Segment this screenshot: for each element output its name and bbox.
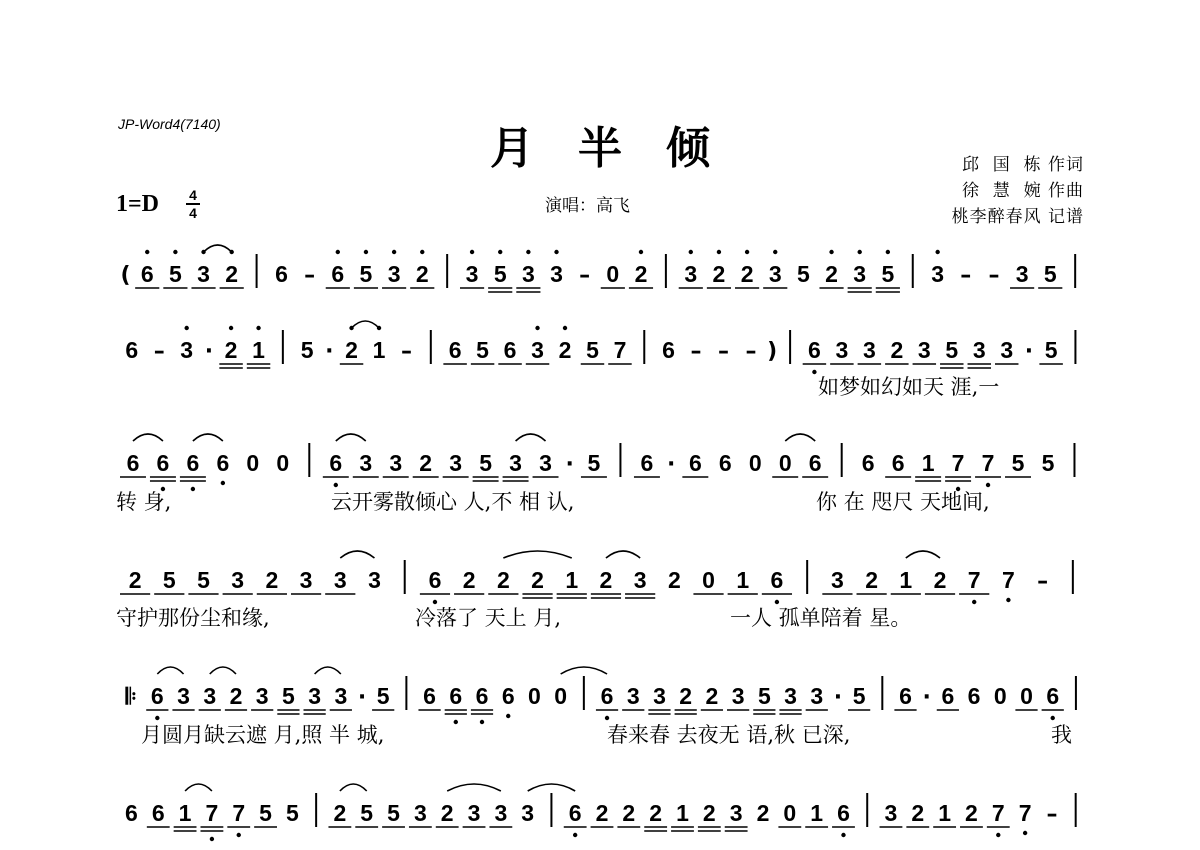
octave-down-dot xyxy=(841,833,845,837)
tie-slur xyxy=(785,434,815,441)
tie-slur xyxy=(157,667,183,674)
note: 5 xyxy=(387,800,400,826)
note: 6 xyxy=(125,337,139,363)
note: 5 xyxy=(359,261,373,287)
note: 5 xyxy=(1011,450,1025,476)
note: 0 xyxy=(1020,683,1033,709)
octave-up-dot xyxy=(689,250,693,254)
note: 3 xyxy=(389,450,403,476)
score-system xyxy=(121,245,1076,292)
note: 0 xyxy=(778,450,792,476)
song-title: 月半倾 xyxy=(490,123,754,174)
note: 5 xyxy=(1041,450,1055,476)
note: 7 xyxy=(613,337,627,363)
note: 5 xyxy=(587,450,601,476)
note: 6 xyxy=(662,337,675,363)
note: 7 xyxy=(951,450,965,476)
note: 3 xyxy=(467,800,481,826)
note: 7 xyxy=(205,800,219,826)
note: 6 xyxy=(186,450,200,476)
note: 6 xyxy=(503,337,517,363)
note: 3 xyxy=(784,683,797,709)
score-system xyxy=(125,667,1076,747)
note: 5 xyxy=(197,567,210,593)
note: 6 xyxy=(640,450,654,476)
octave-up-dot xyxy=(554,250,558,254)
note: 5 xyxy=(945,337,959,363)
octave-down-dot xyxy=(155,716,159,720)
note: 6 xyxy=(861,450,875,476)
note: 6 xyxy=(770,567,784,593)
lyric-line: 月圆月缺云遮 月,照 半 城, xyxy=(141,723,385,747)
note: 6 xyxy=(329,450,343,476)
notation-symbol: ) xyxy=(767,339,778,364)
note: 5 xyxy=(1043,261,1057,287)
note: 1 xyxy=(736,567,750,593)
lyric-line: 转 身, xyxy=(116,490,172,514)
software-version-label: JP-Word4(7140) xyxy=(118,116,221,132)
note: 3 xyxy=(831,567,844,593)
note: 2 xyxy=(634,261,648,287)
notation-symbol: – xyxy=(304,263,316,288)
note: 5 xyxy=(376,683,390,709)
octave-up-dot xyxy=(563,326,567,330)
note: 0 xyxy=(702,567,715,593)
note: 3 xyxy=(521,800,535,826)
note: 0 xyxy=(748,450,762,476)
octave-down-dot xyxy=(775,600,779,604)
octave-up-dot xyxy=(364,250,368,254)
note: 7 xyxy=(232,800,246,826)
note: 6 xyxy=(216,450,230,476)
note: 5 xyxy=(1044,337,1058,363)
note: 6 xyxy=(501,683,515,709)
note: 2 xyxy=(965,800,978,826)
note: 2 xyxy=(531,567,544,593)
note: 6 xyxy=(449,683,463,709)
octave-up-dot xyxy=(717,250,721,254)
note: 6 xyxy=(688,450,702,476)
note: 0 xyxy=(528,683,541,709)
note: 2 xyxy=(496,567,510,593)
note: 2 xyxy=(649,800,663,826)
score-system xyxy=(125,321,1075,399)
tie-slur xyxy=(193,434,223,441)
note: 0 xyxy=(783,800,797,826)
note: 5 xyxy=(286,800,299,826)
notation-symbol: – xyxy=(960,263,972,288)
note: 3 xyxy=(177,683,190,709)
note: 5 xyxy=(479,450,493,476)
transcriber-credit: 桃李醉春风 记谱 xyxy=(951,207,1084,227)
octave-down-dot xyxy=(812,370,816,374)
meter-numerator: 4 xyxy=(189,187,197,203)
note: 3 xyxy=(1015,261,1029,287)
note: 6 xyxy=(140,261,154,287)
octave-down-dot xyxy=(972,600,976,604)
octave-down-dot xyxy=(454,720,458,724)
note: 2 xyxy=(679,683,693,709)
notation-symbol: – xyxy=(988,263,1000,288)
note: 6 xyxy=(126,450,140,476)
note: 3 xyxy=(387,261,401,287)
score-system xyxy=(116,551,1073,630)
note: 6 xyxy=(423,683,436,709)
octave-down-dot xyxy=(605,716,609,720)
note: 6 xyxy=(156,450,170,476)
note: 3 xyxy=(972,337,986,363)
notation-symbol: · xyxy=(833,685,843,710)
note: 0 xyxy=(276,450,290,476)
note: 2 xyxy=(265,567,279,593)
notation-symbol: – xyxy=(690,339,702,364)
note: 5 xyxy=(168,261,182,287)
note: 2 xyxy=(558,337,572,363)
notation-symbol: · xyxy=(922,685,931,710)
note: 2 xyxy=(622,800,636,826)
note: 3 xyxy=(550,261,563,287)
note: 2 xyxy=(667,567,681,593)
note: 2 xyxy=(419,450,433,476)
score-system xyxy=(125,784,1076,841)
note: 7 xyxy=(967,567,981,593)
note: 2 xyxy=(333,800,347,826)
tie-slur xyxy=(516,434,546,441)
note: 6 xyxy=(600,683,614,709)
octave-up-dot xyxy=(145,250,149,254)
note: 5 xyxy=(162,567,176,593)
note: 2 xyxy=(756,800,770,826)
octave-up-dot xyxy=(184,326,188,330)
note: 6 xyxy=(331,261,345,287)
note: 6 xyxy=(151,800,165,826)
lyric-line: 你 在 咫尺 天地间, xyxy=(816,490,990,514)
note: 6 xyxy=(275,261,288,287)
note: 2 xyxy=(865,567,879,593)
note: 3 xyxy=(539,450,552,476)
note: 0 xyxy=(246,450,260,476)
tie-slur xyxy=(340,551,374,558)
octave-up-dot xyxy=(858,250,862,254)
note: 2 xyxy=(440,800,454,826)
note: 1 xyxy=(938,800,952,826)
note: 2 xyxy=(345,337,358,363)
octave-down-dot xyxy=(1051,716,1055,720)
note: 2 xyxy=(702,800,716,826)
note: 2 xyxy=(224,337,238,363)
note: 0 xyxy=(606,261,620,287)
notation-symbol: · xyxy=(325,339,334,364)
note: 3 xyxy=(531,337,544,363)
note: 1 xyxy=(921,450,935,476)
octave-down-dot xyxy=(237,833,241,837)
tie-slur xyxy=(447,784,501,791)
note: 6 xyxy=(125,800,138,826)
tie-slur xyxy=(606,551,640,558)
meter-denominator: 4 xyxy=(189,205,197,221)
octave-up-dot xyxy=(392,250,396,254)
note: 6 xyxy=(808,337,821,363)
notation-symbol: · xyxy=(1024,339,1034,364)
note: 6 xyxy=(808,450,822,476)
note: 5 xyxy=(282,683,295,709)
note: 5 xyxy=(259,800,272,826)
note: 5 xyxy=(476,337,489,363)
note: 3 xyxy=(810,683,824,709)
note: 3 xyxy=(626,683,640,709)
lyric-line: 一人 孤单陪着 星。 xyxy=(730,606,912,630)
note: 6 xyxy=(837,800,850,826)
lyric-line: 我 xyxy=(1051,723,1072,747)
note: 2 xyxy=(705,683,719,709)
note: 2 xyxy=(933,567,947,593)
note: 1 xyxy=(899,567,913,593)
lyric-line: 冷落了 天上 月, xyxy=(415,606,562,630)
octave-up-dot xyxy=(256,326,260,330)
note: 6 xyxy=(475,683,489,709)
notation-symbol: · xyxy=(357,685,367,710)
note: 3 xyxy=(653,683,666,709)
tie-slur xyxy=(185,784,212,791)
note: 2 xyxy=(229,683,243,709)
notation-symbol: – xyxy=(718,339,730,364)
note: 3 xyxy=(308,683,322,709)
note: 3 xyxy=(334,683,348,709)
key-signature: 1=D xyxy=(116,191,160,217)
note: 3 xyxy=(684,261,698,287)
note: 3 xyxy=(862,337,876,363)
tie-slur xyxy=(210,667,236,674)
note: 3 xyxy=(413,800,427,826)
note: 3 xyxy=(203,683,217,709)
note: 3 xyxy=(197,261,210,287)
tie-slur xyxy=(352,321,379,328)
tie-slur xyxy=(528,784,575,791)
note: 3 xyxy=(509,450,522,476)
tie-slur xyxy=(906,551,940,558)
note: 7 xyxy=(991,800,1005,826)
notation-symbol: – xyxy=(153,339,165,364)
octave-up-dot xyxy=(498,250,502,254)
octave-up-dot xyxy=(535,326,539,330)
note: 3 xyxy=(521,261,535,287)
note: 3 xyxy=(917,337,931,363)
octave-down-dot xyxy=(1006,598,1010,602)
note: 5 xyxy=(757,683,771,709)
octave-up-dot xyxy=(935,250,939,254)
lyric-line: 春来春 去夜无 语,秋 已深, xyxy=(607,723,851,747)
note: 3 xyxy=(180,337,194,363)
tie-slur xyxy=(336,434,366,441)
note: 6 xyxy=(568,800,582,826)
tie-slur xyxy=(133,434,163,441)
octave-down-dot xyxy=(480,720,484,724)
octave-down-dot xyxy=(334,483,338,487)
note: 6 xyxy=(1046,683,1060,709)
octave-down-dot xyxy=(221,481,225,485)
octave-down-dot xyxy=(986,483,990,487)
note: 1 xyxy=(252,337,265,363)
note: 7 xyxy=(1002,567,1015,593)
score-system xyxy=(116,434,1074,514)
octave-up-dot xyxy=(526,250,530,254)
note: 5 xyxy=(493,261,507,287)
note: 6 xyxy=(941,683,955,709)
note: 6 xyxy=(150,683,164,709)
tie-slur xyxy=(561,667,607,674)
note: 2 xyxy=(128,567,142,593)
octave-up-dot xyxy=(173,250,177,254)
note: 1 xyxy=(676,800,689,826)
octave-up-dot xyxy=(745,250,749,254)
note: 1 xyxy=(810,800,824,826)
octave-down-dot xyxy=(191,487,195,491)
note: 7 xyxy=(1018,800,1032,826)
note: 6 xyxy=(718,450,732,476)
notation-symbol: 𝄆 xyxy=(125,685,137,710)
notation-symbol: – xyxy=(1046,802,1058,827)
note: 3 xyxy=(1000,337,1014,363)
notation-symbol: · xyxy=(666,452,676,477)
note: 2 xyxy=(825,261,838,287)
note: 2 xyxy=(911,800,925,826)
note: 2 xyxy=(740,261,754,287)
octave-down-dot xyxy=(573,833,577,837)
notation-symbol: – xyxy=(579,263,591,288)
note: 0 xyxy=(554,683,568,709)
note: 5 xyxy=(881,261,895,287)
note: 3 xyxy=(368,567,381,593)
lyric-line: 如梦如幻如天 涯,一 xyxy=(818,375,1000,399)
note: 2 xyxy=(599,567,613,593)
octave-down-dot xyxy=(506,714,510,718)
note: 2 xyxy=(890,337,904,363)
note: 6 xyxy=(448,337,462,363)
performer-credit: 演唱：高飞 xyxy=(545,196,630,216)
note: 5 xyxy=(360,800,374,826)
tie-slur xyxy=(503,551,571,558)
note: 3 xyxy=(853,261,867,287)
octave-up-dot xyxy=(470,250,474,254)
octave-up-dot xyxy=(420,250,424,254)
note: 6 xyxy=(899,683,912,709)
note: 3 xyxy=(768,261,782,287)
notation-symbol: – xyxy=(1037,569,1049,594)
note: 2 xyxy=(595,800,609,826)
note: 0 xyxy=(993,683,1007,709)
note: 1 xyxy=(178,800,192,826)
note: 1 xyxy=(565,567,579,593)
note: 3 xyxy=(231,567,245,593)
note: 5 xyxy=(796,261,810,287)
notation-symbol: · xyxy=(565,452,574,477)
octave-up-dot xyxy=(829,250,833,254)
octave-up-dot xyxy=(336,250,340,254)
note: 5 xyxy=(852,683,866,709)
note: 2 xyxy=(225,261,239,287)
octave-up-dot xyxy=(639,250,643,254)
notation-symbol: ( xyxy=(120,263,131,288)
note: 2 xyxy=(712,261,726,287)
note: 2 xyxy=(462,567,476,593)
octave-up-dot xyxy=(886,250,890,254)
note: 3 xyxy=(835,337,849,363)
octave-down-dot xyxy=(433,600,437,604)
octave-up-dot xyxy=(229,326,233,330)
lyricist-credit: 邱 国 栋 作词 xyxy=(961,155,1084,175)
octave-down-dot xyxy=(210,837,214,841)
note: 7 xyxy=(981,450,995,476)
note: 3 xyxy=(731,683,745,709)
note: 3 xyxy=(465,261,479,287)
tie-slur xyxy=(204,245,232,252)
note: 6 xyxy=(967,683,981,709)
note: 3 xyxy=(255,683,269,709)
note: 3 xyxy=(333,567,347,593)
note: 3 xyxy=(884,800,898,826)
note: 2 xyxy=(415,261,429,287)
tie-slur xyxy=(340,784,367,791)
notation-symbol: – xyxy=(400,339,412,364)
lyric-line: 云开雾散倾心 人,不 相 认, xyxy=(331,490,575,514)
note: 1 xyxy=(372,337,386,363)
note: 3 xyxy=(494,800,508,826)
note: 3 xyxy=(633,567,647,593)
note: 5 xyxy=(300,337,314,363)
tie-slur xyxy=(315,667,341,674)
notation-symbol: · xyxy=(204,339,214,364)
note: 3 xyxy=(449,450,463,476)
octave-up-dot xyxy=(773,250,777,254)
octave-down-dot xyxy=(1023,831,1027,835)
note: 3 xyxy=(729,800,743,826)
note: 3 xyxy=(299,567,313,593)
composer-credit: 徐 慧 婉 作曲 xyxy=(961,181,1084,201)
note: 5 xyxy=(586,337,599,363)
note: 3 xyxy=(359,450,373,476)
lyric-line: 守护那份尘和缘, xyxy=(116,606,270,630)
notation-symbol: – xyxy=(745,339,757,364)
octave-down-dot xyxy=(996,833,1000,837)
note: 3 xyxy=(931,261,945,287)
note: 6 xyxy=(428,567,442,593)
note: 6 xyxy=(891,450,905,476)
